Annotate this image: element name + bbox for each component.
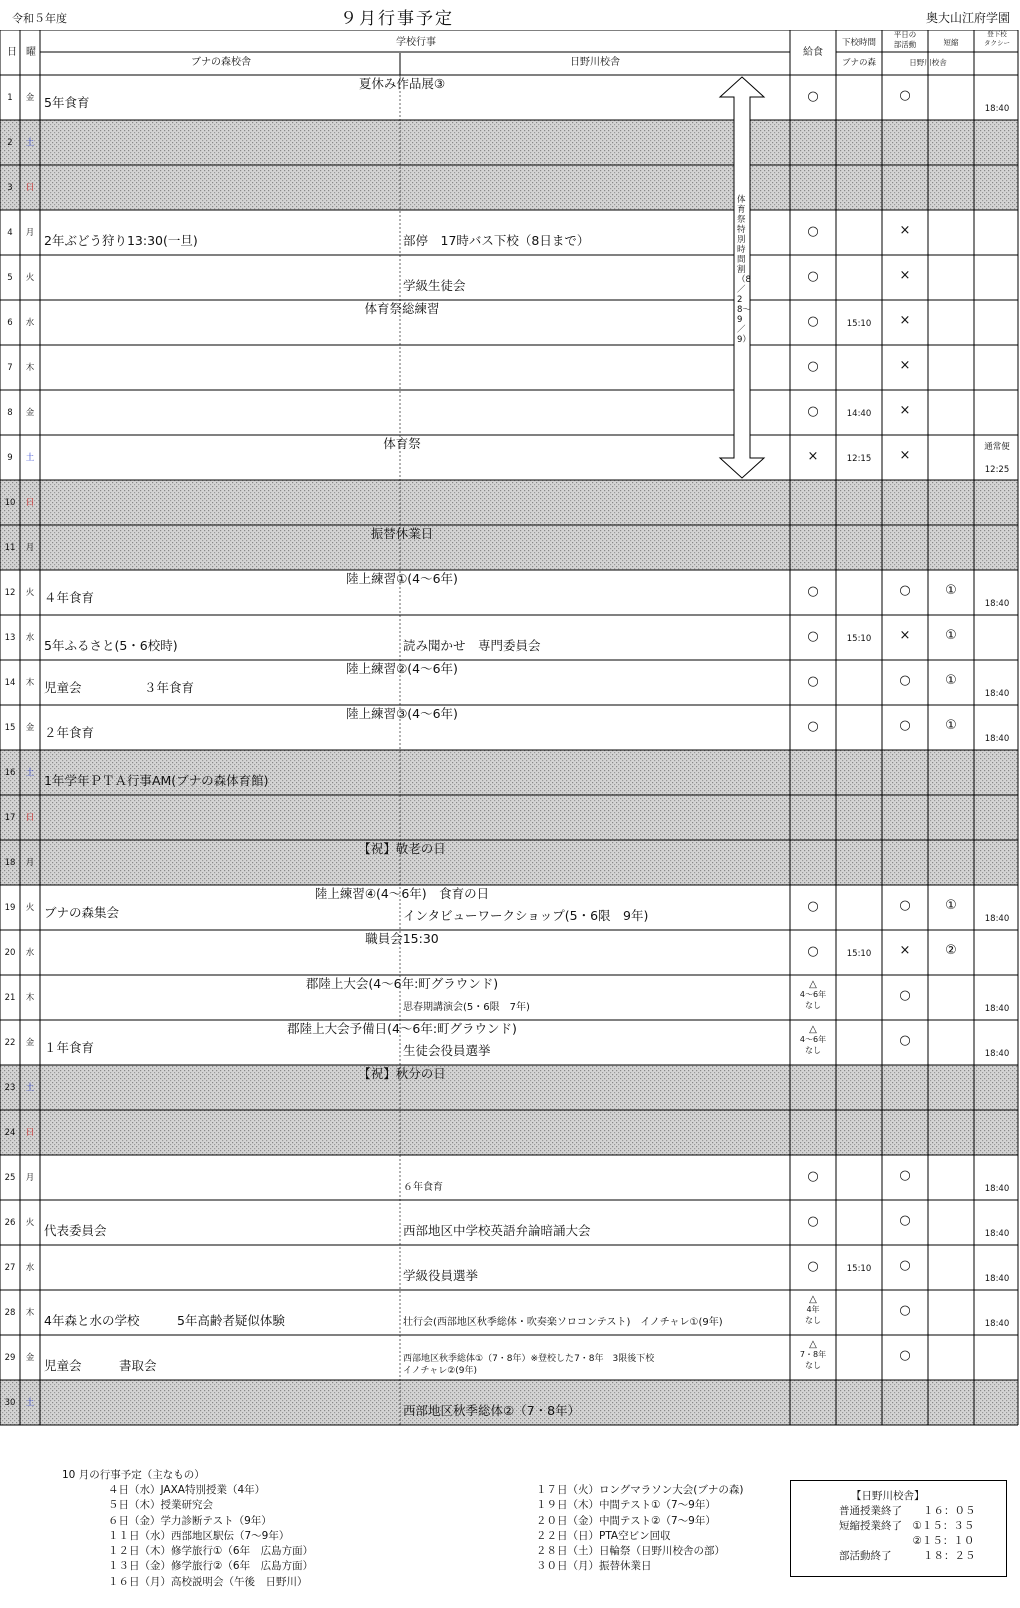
dismissal-time: 12:15	[846, 454, 872, 464]
day-number: 7	[7, 363, 13, 373]
october-event: ６日（金）学力診断テスト（9年）	[108, 1514, 272, 1527]
col-weekday: 曜	[26, 47, 36, 58]
october-event: ２８日（土）日輪祭（日野川校舎の部）	[536, 1545, 725, 1558]
weekday: 金	[25, 1353, 35, 1363]
event-hino: 西部地区中学校英語弁論暗誦大会	[403, 1223, 591, 1238]
weekday: 日	[25, 813, 35, 823]
col-short: 短縮	[943, 38, 959, 47]
col-dismissal: 下校時間	[841, 38, 876, 48]
hino-time-line: 短縮授業終了 ①１５：３５	[839, 1520, 975, 1532]
event-common: 陸上練習③(4〜6年)	[346, 706, 458, 721]
event-common: 職員会15:30	[365, 931, 439, 946]
club-activity-status: ○	[899, 988, 911, 1003]
weekday: 土	[25, 768, 35, 778]
event-common: 郡陸上大会予備日(4〜6年:町グラウンド)	[287, 1021, 517, 1036]
day-number: 16	[4, 768, 16, 778]
weekday: 火	[25, 273, 35, 283]
club-activity-status: ○	[899, 583, 911, 598]
weekday: 金	[25, 1038, 35, 1048]
lunch-note: 4〜6年 なし	[799, 990, 827, 1010]
day-number: 29	[4, 1353, 16, 1363]
event-buna: 5年ふるさと(5・6校時)	[44, 638, 178, 653]
taxi-time: 18:40	[984, 914, 1010, 924]
weekday: 木	[25, 363, 35, 373]
event-hino: 思春期講演会(5・6限 7年)	[403, 1002, 530, 1013]
day-number: 19	[4, 903, 16, 913]
weekday: 金	[25, 723, 35, 733]
event-hino: 読み聞かせ 専門委員会	[403, 638, 541, 653]
col-dismissal-buna: ブナの森	[841, 58, 876, 68]
hino-time-line: 部活動終了 １８：２５	[839, 1550, 976, 1562]
club-activity-status: ×	[899, 313, 911, 328]
event-hino: ６年食育	[403, 1182, 443, 1193]
short-schedule: ①	[945, 673, 957, 688]
lunch-note: 7・8年 なし	[799, 1350, 827, 1370]
col-club-1: 平日の	[893, 30, 917, 39]
club-activity-status: ○	[899, 673, 911, 688]
weekday: 木	[25, 678, 35, 688]
lunch-status: ×	[807, 449, 819, 464]
event-buna: 代表委員会	[44, 1223, 107, 1238]
weekday: 土	[25, 1083, 35, 1093]
event-common: 夏休み作品展③	[358, 76, 446, 91]
october-heading: 10 月の行事予定（主なもの）	[62, 1469, 205, 1481]
col-club-2: 部活動	[893, 40, 917, 49]
dismissal-time: 15:10	[846, 319, 872, 329]
october-event: １７日（火）ロングマラソン大会(ブナの森)	[536, 1484, 744, 1496]
page-title: ９月行事予定	[340, 9, 454, 29]
page-header	[0, 0, 1020, 30]
lunch-status: ○	[807, 674, 819, 689]
taxi-time: 18:40	[984, 1184, 1010, 1194]
day-number: 15	[4, 723, 16, 733]
club-activity-status: ○	[899, 1348, 911, 1363]
day-number: 21	[4, 993, 16, 1003]
club-activity-status: ○	[899, 1213, 911, 1228]
club-activity-status: ×	[899, 403, 911, 418]
holiday-shade	[40, 120, 1018, 165]
taxi-time: 18:40	[984, 1229, 1010, 1239]
event-buna: ブナの森集会	[44, 905, 120, 920]
club-activity-status: ○	[899, 1303, 911, 1318]
event-buna: 児童会 書取会	[44, 1358, 157, 1373]
short-schedule: ①	[945, 718, 957, 733]
event-buna: 児童会 ３年食育	[44, 680, 195, 695]
weekday: 月	[25, 228, 35, 238]
weekday: 土	[25, 453, 35, 463]
short-schedule: ②	[945, 943, 957, 958]
day-number: 2	[7, 138, 13, 148]
lunch-status: ○	[807, 1259, 819, 1274]
day-number: 13	[4, 633, 16, 643]
event-hino: 学級生徒会	[403, 278, 466, 293]
col-events: 学校行事	[396, 37, 436, 48]
dismissal-time: 15:10	[846, 949, 872, 959]
event-common: 陸上練習④(4〜6年) 食育の日	[314, 886, 490, 901]
lunch-status: △	[809, 1294, 817, 1305]
lunch-note: 4〜6年 なし	[799, 1035, 827, 1055]
event-common: 体育祭総練習	[364, 301, 440, 316]
lunch-status: ○	[807, 269, 819, 284]
lunch-note: 4年 なし	[805, 1305, 821, 1325]
lunch-status: ○	[807, 314, 819, 329]
taxi-time: 18:40	[984, 599, 1010, 609]
weekday: 火	[25, 903, 35, 913]
day-number: 23	[4, 1083, 16, 1093]
lunch-status: △	[809, 1024, 817, 1035]
event-hino: 部停 17時バス下校（8日まで）	[403, 233, 590, 248]
weekday: 火	[25, 1218, 35, 1228]
taxi-note: 通常便	[984, 442, 1010, 452]
dismissal-time: 14:40	[846, 409, 872, 419]
event-buna: １年食育	[44, 1040, 95, 1055]
day-number: 10	[4, 498, 16, 508]
weekday: 月	[25, 1173, 35, 1183]
day-number: 14	[4, 678, 16, 688]
event-common: 陸上練習②(4〜6年)	[346, 661, 458, 676]
sports-day-schedule-note: 体育祭特別時間割（8／28〜9／9）	[737, 195, 751, 345]
holiday-shade	[40, 480, 1018, 525]
october-event: １９日（木）中間テスト①（7〜9年）	[536, 1499, 716, 1512]
october-event: ５日（木）授業研究会	[108, 1499, 213, 1512]
event-hino: 西部地区秋季総体①（7・8年）※登校した7・8年 3限後下校 イノチャレ②(9年)	[403, 1354, 655, 1376]
taxi-time: 18:40	[984, 734, 1010, 744]
col-campus-buna: ブナの森校舎	[191, 57, 251, 68]
october-event: ３０日（月）振替休業日	[536, 1560, 652, 1573]
event-buna: 4年森と水の学校 5年高齢者疑似体験	[44, 1313, 285, 1328]
hino-box-lines	[839, 1504, 976, 1564]
club-activity-status: ○	[899, 718, 911, 733]
october-list-left	[108, 1483, 313, 1590]
col-campus-hino: 日野川校舎	[570, 57, 620, 68]
event-hino: 壮行会(西部地区秋季総体・吹奏楽ソロコンテスト) イノチャレ①(9年)	[403, 1317, 723, 1328]
event-common: 【祝】敬老の日	[358, 841, 446, 856]
october-event: ２０日（金）中間テスト②（7〜9年）	[536, 1514, 716, 1527]
lunch-status: ○	[807, 719, 819, 734]
lunch-status: ○	[807, 629, 819, 644]
lunch-status: ○	[807, 1214, 819, 1229]
event-hino: インタビューワークショップ(5・6限 9年)	[403, 908, 649, 923]
day-number: 4	[7, 228, 13, 238]
lunch-status: ○	[807, 899, 819, 914]
club-activity-status: ×	[899, 628, 911, 643]
lunch-status: ○	[807, 584, 819, 599]
short-schedule: ①	[945, 628, 957, 643]
weekday: 水	[25, 633, 35, 643]
col-taxi-2: タクシー	[984, 39, 1010, 47]
col-lunch: 給食	[803, 47, 823, 58]
day-number: 27	[4, 1263, 16, 1273]
weekday: 日	[25, 183, 35, 193]
hino-time-line: ②１５：１０	[839, 1535, 975, 1547]
day-number: 25	[4, 1173, 16, 1183]
day-number: 24	[4, 1128, 16, 1138]
weekday: 日	[25, 498, 35, 508]
october-event: １６日（月）高校説明会（午後 日野川）	[108, 1575, 308, 1588]
club-activity-status: ×	[899, 358, 911, 373]
weekday: 木	[25, 993, 35, 1003]
short-schedule: ①	[945, 898, 957, 913]
day-number: 1	[7, 93, 13, 103]
day-number: 3	[7, 183, 13, 193]
weekday: 水	[25, 318, 35, 328]
weekday: 木	[25, 1308, 35, 1318]
club-activity-status: ○	[899, 88, 911, 103]
event-buna: 2年ぶどう狩り13:30(一旦)	[44, 233, 198, 248]
weekday: 水	[25, 948, 35, 958]
club-activity-status: ×	[899, 448, 911, 463]
day-number: 17	[4, 813, 16, 823]
fiscal-year: 令和５年度	[12, 12, 67, 25]
taxi-time: 18:40	[984, 1049, 1010, 1059]
october-event: １３日（金）修学旅行②（6年 広島方面）	[108, 1560, 314, 1573]
event-buna: ２年食育	[44, 725, 95, 740]
dismissal-time: 15:10	[846, 1264, 872, 1274]
lunch-status: △	[809, 979, 817, 990]
weekday: 金	[25, 93, 35, 103]
event-common: 【祝】秋分の日	[358, 1066, 446, 1081]
taxi-time: 18:40	[984, 1319, 1010, 1329]
club-activity-status: ×	[899, 943, 911, 958]
school-name: 奥大山江府学園	[925, 11, 1010, 25]
day-number: 5	[7, 273, 13, 283]
col-day: 日	[7, 47, 17, 58]
club-activity-status: ×	[899, 268, 911, 283]
taxi-time: 18:40	[984, 1004, 1010, 1014]
weekday: 日	[25, 1128, 35, 1138]
day-number: 28	[4, 1308, 16, 1318]
event-hino: 生徒会役員選挙	[403, 1043, 491, 1058]
club-activity-status: ○	[899, 898, 911, 913]
weekday: 金	[25, 408, 35, 418]
schedule-table	[0, 30, 1020, 1450]
day-number: 12	[4, 588, 16, 598]
col-short-hino: 日野川校舎	[909, 58, 947, 67]
weekday: 水	[25, 1263, 35, 1273]
event-hino: 西部地区秋季総体②（7・8年）	[403, 1403, 581, 1418]
lunch-status: ○	[807, 404, 819, 419]
lunch-status: ○	[807, 944, 819, 959]
day-number: 8	[7, 408, 13, 418]
lunch-status: ○	[807, 1169, 819, 1184]
october-event: １１日（水）西部地区駅伝（7〜9年）	[108, 1529, 290, 1542]
day-number: 30	[4, 1398, 16, 1408]
club-activity-status: ×	[899, 223, 911, 238]
october-event: ２２日（日）PTA空ビン回収	[536, 1529, 671, 1542]
club-activity-status: ○	[899, 1258, 911, 1273]
day-number: 26	[4, 1218, 16, 1228]
event-common: 振替休業日	[370, 526, 434, 541]
hino-schedule-box	[790, 1480, 1007, 1577]
holiday-shade	[40, 1110, 1018, 1155]
taxi-time: 18:40	[984, 1274, 1010, 1284]
weekday: 月	[25, 858, 35, 868]
taxi-time: 18:40	[984, 689, 1010, 699]
holiday-shade	[40, 165, 1018, 210]
dismissal-time: 15:10	[846, 634, 872, 644]
october-event: ４日（水）JAXA特別授業（4年）	[108, 1484, 266, 1496]
day-number: 18	[4, 858, 16, 868]
club-activity-status: ○	[899, 1168, 911, 1183]
weekday: 土	[25, 138, 35, 148]
lunch-status: ○	[807, 359, 819, 374]
event-common: 体育祭	[383, 436, 421, 451]
col-taxi-1: 登下校	[987, 30, 1007, 38]
lunch-status: △	[809, 1339, 817, 1350]
october-event: １２日（木）修学旅行①（6年 広島方面）	[108, 1545, 314, 1558]
event-buna: 5年食育	[44, 95, 90, 110]
day-number: 20	[4, 948, 16, 958]
hino-box-title: 【日野川校舎】	[851, 1490, 925, 1502]
day-number: 9	[7, 453, 13, 463]
october-list-right	[536, 1483, 743, 1575]
taxi-time: 18:40	[984, 104, 1010, 114]
event-common: 郡陸上大会(4〜6年:町グラウンド)	[305, 976, 499, 991]
event-buna: ４年食育	[44, 590, 95, 605]
taxi-time: 12:25	[984, 465, 1010, 475]
day-number: 22	[4, 1038, 16, 1048]
event-hino: 学級役員選挙	[403, 1268, 479, 1283]
lunch-status: ○	[807, 224, 819, 239]
holiday-shade	[40, 795, 1018, 840]
weekday: 月	[25, 543, 35, 553]
event-common: 陸上練習①(4〜6年)	[346, 571, 458, 586]
weekday: 火	[25, 588, 35, 598]
day-number: 11	[4, 543, 16, 553]
lunch-status: ○	[807, 89, 819, 104]
short-schedule: ①	[945, 583, 957, 598]
day-number: 6	[7, 318, 13, 328]
hino-time-line: 普通授業終了 １６：０５	[839, 1505, 976, 1517]
weekday: 土	[25, 1398, 35, 1408]
club-activity-status: ○	[899, 1033, 911, 1048]
event-buna: 1年学年ＰＴＡ行事AM(ブナの森体育館)	[44, 773, 269, 788]
